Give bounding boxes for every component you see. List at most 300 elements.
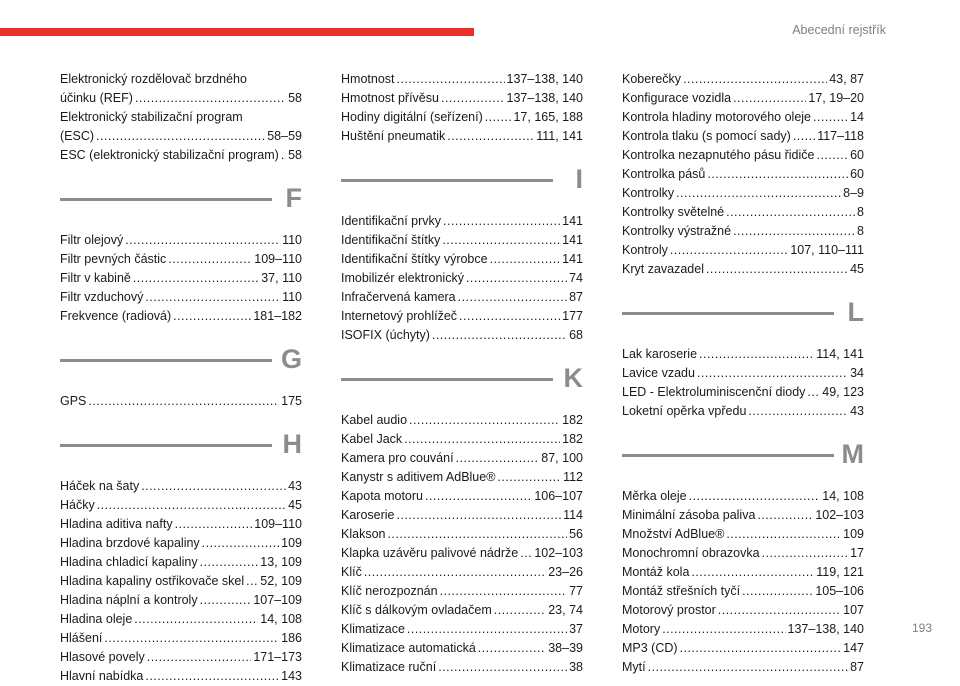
- page-reference: 171–173: [253, 650, 302, 664]
- index-entry: [60, 648, 302, 667]
- page-reference: 45: [850, 262, 864, 276]
- page-reference: 58–59: [267, 129, 302, 143]
- index-term: Kontrola tlaku (s pomocí sady): [622, 129, 791, 143]
- index-entry: [622, 582, 864, 601]
- index-term: Hladina brzdové kapaliny: [60, 536, 200, 550]
- page-reference: 107: [843, 603, 864, 617]
- index-term: Klíč s dálkovým ovladačem: [341, 603, 492, 617]
- dot-leader: [817, 146, 849, 165]
- section-divider: [60, 198, 272, 201]
- page-number: 193: [911, 621, 932, 635]
- dot-leader: [442, 231, 560, 250]
- page-reference: 182: [562, 413, 583, 427]
- section-letter: I: [575, 164, 583, 194]
- dot-leader: [141, 477, 286, 496]
- dot-leader: [748, 402, 848, 421]
- section-divider: [622, 454, 834, 457]
- index-entry: [622, 620, 864, 639]
- page-reference: 110: [282, 290, 302, 304]
- dot-leader: [432, 326, 567, 345]
- dot-leader: [97, 496, 286, 515]
- index-term: Identifikační štítky: [341, 233, 441, 247]
- page-reference: 74: [569, 271, 583, 285]
- page-reference: 112: [563, 470, 583, 484]
- index-entry: [341, 70, 583, 89]
- page-reference: 182: [562, 432, 583, 446]
- dot-leader: [689, 487, 821, 506]
- dot-leader: [670, 241, 788, 260]
- page-reference: 14, 108: [822, 489, 864, 503]
- section-header-h: [60, 425, 302, 473]
- index-entry: [60, 89, 302, 108]
- section-letter: M: [841, 439, 864, 469]
- page-reference: 60: [850, 148, 864, 162]
- index-column-3: [622, 70, 864, 677]
- index-term: MP3 (CD): [622, 641, 678, 655]
- index-entry: [622, 203, 864, 222]
- page-reference: 49, 123: [822, 385, 864, 399]
- index-entry: [341, 525, 583, 544]
- index-entry: [341, 326, 583, 345]
- dot-leader: [520, 544, 532, 563]
- index-term: Lak karoserie: [622, 347, 698, 361]
- page-reference: 105–106: [815, 584, 864, 598]
- index-entry: [622, 639, 864, 658]
- index-entry: [60, 269, 302, 288]
- section-header-f: [60, 179, 302, 227]
- index-entry: [341, 658, 583, 677]
- index-entry: [341, 430, 583, 449]
- page-reference: 45: [288, 498, 302, 512]
- index-term: Kontrolky: [622, 186, 675, 200]
- dot-leader: [733, 89, 806, 108]
- page-reference: 111, 141: [536, 129, 583, 143]
- section-divider: [60, 359, 272, 362]
- index-term: (ESC): [60, 129, 95, 143]
- index-entry: [60, 629, 302, 648]
- section-header-m: [622, 435, 864, 483]
- dot-leader: [793, 127, 815, 146]
- page-reference: 8: [857, 205, 864, 219]
- dot-leader: [104, 629, 279, 648]
- dot-leader: [726, 203, 855, 222]
- dot-leader: [397, 70, 505, 89]
- index-term: Infračervená kamera: [341, 290, 456, 304]
- index-entry: [60, 534, 302, 553]
- dot-leader: [96, 127, 265, 146]
- index-entry: [60, 250, 302, 269]
- index-term: Frekvence (radiová): [60, 309, 172, 323]
- index-entry: [622, 658, 864, 677]
- index-entry: [622, 525, 864, 544]
- dot-leader: [409, 411, 560, 430]
- index-entry: [341, 269, 583, 288]
- index-entry: [341, 601, 583, 620]
- index-entry: [60, 146, 302, 165]
- dot-leader: [676, 184, 841, 203]
- dot-leader: [697, 364, 848, 383]
- page-reference: 13, 109: [260, 555, 302, 569]
- page-reference: 38: [569, 660, 583, 674]
- index-entry: [622, 383, 864, 402]
- dot-leader: [441, 89, 505, 108]
- dot-leader: [135, 89, 286, 108]
- index-entry: [341, 487, 583, 506]
- dot-leader: [425, 487, 532, 506]
- dot-leader: [813, 108, 848, 127]
- page-reference: 141: [562, 233, 583, 247]
- section-letter: G: [280, 344, 302, 374]
- index-term: Minimální zásoba paliva: [622, 508, 756, 522]
- dot-leader: [168, 250, 252, 269]
- index-entry: [341, 127, 583, 146]
- index-term: Mytí: [622, 660, 646, 674]
- index-term: Hlavní nabídka: [60, 669, 144, 683]
- index-column-1: [60, 70, 302, 686]
- page-reference: 87: [569, 290, 583, 304]
- index-term: Hladina aditiva nafty: [60, 517, 173, 531]
- page-reference: 77: [569, 584, 583, 598]
- page-reference: 23, 74: [548, 603, 583, 617]
- index-term: Montáž střešních tyčí: [622, 584, 741, 598]
- index-entry: [60, 572, 302, 591]
- index-entry: [622, 70, 864, 89]
- dot-leader: [147, 648, 252, 667]
- page-reference: 43: [850, 404, 864, 418]
- dot-leader: [456, 449, 540, 468]
- index-term: Hodiny digitální (seřízení): [341, 110, 483, 124]
- index-term: Motory: [622, 622, 661, 636]
- index-entry: [341, 250, 583, 269]
- section-header-l: [622, 293, 864, 341]
- index-entry: [622, 222, 864, 241]
- index-entry: [341, 411, 583, 430]
- dot-leader: [683, 70, 827, 89]
- index-term: Kontrolka nezapnutého pásu řidiče: [622, 148, 815, 162]
- index-entry: [622, 506, 864, 525]
- page-reference: 107–109: [253, 593, 302, 607]
- page-reference: 14, 108: [260, 612, 302, 626]
- index-entry: [622, 165, 864, 184]
- dot-leader: [466, 269, 567, 288]
- index-term: Kanystr s aditivem AdBlue®: [341, 470, 496, 484]
- page-reference: 87: [850, 660, 864, 674]
- page-reference: 43: [288, 479, 302, 493]
- index-entry: [341, 506, 583, 525]
- dot-leader: [494, 601, 546, 620]
- index-entry: [622, 146, 864, 165]
- index-entry: [60, 496, 302, 515]
- dot-leader: [88, 392, 279, 411]
- index-entry: [60, 392, 302, 411]
- dot-leader: [145, 288, 280, 307]
- dot-leader: [699, 345, 814, 364]
- index-term: Montáž kola: [622, 565, 690, 579]
- page-reference: 141: [562, 252, 583, 266]
- section-divider: [622, 312, 834, 315]
- index-entry: [622, 544, 864, 563]
- page-reference: 141: [562, 214, 583, 228]
- index-entry: [341, 89, 583, 108]
- index-entry: [60, 610, 302, 629]
- page-reference: 68: [569, 328, 583, 342]
- page-reference: 17: [850, 546, 864, 560]
- index-entry: [622, 364, 864, 383]
- page-reference: 177: [562, 309, 583, 323]
- dot-leader: [202, 534, 279, 553]
- index-term: Kabel audio: [341, 413, 408, 427]
- index-term: Množství AdBlue®: [622, 527, 725, 541]
- index-entry: [60, 127, 302, 146]
- dot-leader: [706, 260, 848, 279]
- index-term: Hlasové povely: [60, 650, 145, 664]
- section-header-k: [341, 359, 583, 407]
- page-reference: 107, 110–111: [790, 243, 864, 257]
- dot-leader: [680, 639, 842, 658]
- page-reference: 8–9: [843, 186, 864, 200]
- page-reference: 137–138, 140: [506, 72, 583, 86]
- page-reference: 137–138, 140: [506, 91, 583, 105]
- page-reference: 109–110: [254, 517, 302, 531]
- dot-leader: [478, 639, 546, 658]
- page-reference: 109: [843, 527, 864, 541]
- index-entry: [341, 468, 583, 487]
- dot-leader: [407, 620, 567, 639]
- index-term: Hladina náplní a kontroly: [60, 593, 198, 607]
- index-entry-line: Elektronický stabilizační program: [60, 110, 243, 124]
- index-entry: [622, 184, 864, 203]
- dot-leader: [175, 515, 253, 534]
- page-reference: 60: [850, 167, 864, 181]
- index-term: Filtr v kabině: [60, 271, 131, 285]
- page-reference: 23–26: [548, 565, 583, 579]
- index-term: Háček na šaty: [60, 479, 140, 493]
- page-reference: 181–182: [253, 309, 302, 323]
- dot-leader: [691, 563, 814, 582]
- index-entry: [341, 563, 583, 582]
- section-letter: K: [563, 363, 583, 393]
- dot-leader: [762, 544, 849, 563]
- index-entry: [341, 307, 583, 326]
- page-reference: 114, 141: [816, 347, 864, 361]
- index-term: Klimatizace: [341, 622, 405, 636]
- index-term: Imobilizér elektronický: [341, 271, 464, 285]
- dot-leader: [443, 212, 560, 231]
- section-letter: H: [282, 429, 302, 459]
- index-entry: [341, 288, 583, 307]
- dot-leader: [757, 506, 813, 525]
- index-term: Hmotnost: [341, 72, 395, 86]
- dot-leader: [173, 307, 251, 326]
- index-term: Hlášení: [60, 631, 103, 645]
- index-term: Hladina kapaliny ostřikovače skel: [60, 574, 245, 588]
- index-term: Karoserie: [341, 508, 395, 522]
- index-entry: [60, 231, 302, 250]
- index-entry: [622, 127, 864, 146]
- index-term: Hladina oleje: [60, 612, 133, 626]
- index-term: LED - Elektroluminiscenční diody: [622, 385, 806, 399]
- index-term: Kryt zavazadel: [622, 262, 704, 276]
- index-term: Hmotnost přívěsu: [341, 91, 439, 105]
- page-reference: 52, 109: [260, 574, 302, 588]
- index-entry: [341, 108, 583, 127]
- header-accent-bar: [0, 28, 474, 36]
- index-entry: [60, 477, 302, 496]
- index-term: Motorový prostor: [622, 603, 716, 617]
- index-term: Kontrola hladiny motorového oleje: [622, 110, 812, 124]
- index-entry: [341, 639, 583, 658]
- dot-leader: [200, 591, 252, 610]
- index-entry: [622, 487, 864, 506]
- dot-leader: [438, 658, 567, 677]
- index-term: Klapka uzávěru palivové nádrže: [341, 546, 519, 560]
- index-term: Konfigurace vozidla: [622, 91, 732, 105]
- page-reference: 109: [281, 536, 302, 550]
- dot-leader: [733, 222, 855, 241]
- page-reference: 37: [569, 622, 583, 636]
- dot-leader: [133, 269, 259, 288]
- index-term: Loketní opěrka vpředu: [622, 404, 747, 418]
- index-entry: [622, 260, 864, 279]
- section-letter: L: [847, 297, 864, 327]
- dot-leader: [458, 288, 567, 307]
- index-entry: [622, 108, 864, 127]
- dot-leader: [718, 601, 841, 620]
- index-entry: [622, 563, 864, 582]
- dot-leader: [662, 620, 785, 639]
- page-reference: 34: [850, 366, 864, 380]
- section-letter: F: [285, 183, 302, 213]
- index-column-2: [341, 70, 583, 677]
- dot-leader: [707, 165, 848, 184]
- page-reference: 110: [282, 233, 302, 247]
- page-reference: 102–103: [534, 546, 583, 560]
- index-entry: [622, 402, 864, 421]
- page-reference: 58: [288, 91, 302, 105]
- index-entry: [341, 544, 583, 563]
- index-term: Filtr pevných částic: [60, 252, 167, 266]
- index-term: GPS: [60, 394, 87, 408]
- section-header-g: [60, 340, 302, 388]
- index-entry: [622, 89, 864, 108]
- index-term: Monochromní obrazovka: [622, 546, 760, 560]
- page-header-title: Abecední rejstřík: [792, 23, 886, 37]
- dot-leader: [742, 582, 813, 601]
- dot-leader: [440, 582, 568, 601]
- index-entry: [60, 288, 302, 307]
- index-term: účinku (REF): [60, 91, 133, 105]
- page-reference: 58: [288, 148, 302, 162]
- page-reference: 106–107: [534, 489, 583, 503]
- index-term: Kontrolka pásů: [622, 167, 706, 181]
- dot-leader: [404, 430, 560, 449]
- page-reference: 117–118: [817, 129, 864, 143]
- dot-leader: [387, 525, 567, 544]
- dot-leader: [648, 658, 848, 677]
- index-term: Kabel Jack: [341, 432, 403, 446]
- page-reference: 175: [281, 394, 302, 408]
- index-term: Filtr olejový: [60, 233, 124, 247]
- index-term: Klakson: [341, 527, 386, 541]
- index-entry: [341, 620, 583, 639]
- page-reference: 56: [569, 527, 583, 541]
- index-entry: [60, 307, 302, 326]
- dot-leader: [134, 610, 258, 629]
- page-reference: 114: [563, 508, 583, 522]
- index-term: Hladina chladicí kapaliny: [60, 555, 198, 569]
- section-divider: [60, 444, 272, 447]
- index-term: Kontrolky světelné: [622, 205, 725, 219]
- index-term: Identifikační štítky výrobce: [341, 252, 488, 266]
- page-reference: 102–103: [815, 508, 864, 522]
- page-reference: 14: [850, 110, 864, 124]
- dot-leader: [125, 231, 280, 250]
- index-term: Huštění pneumatik: [341, 129, 446, 143]
- index-entry: [341, 231, 583, 250]
- index-entry: [341, 582, 583, 601]
- index-term: Identifikační prvky: [341, 214, 442, 228]
- page-reference: 186: [281, 631, 302, 645]
- index-entry: [60, 553, 302, 572]
- dot-leader: [200, 553, 259, 572]
- index-term: Koberečky: [622, 72, 682, 86]
- index-entry: [60, 515, 302, 534]
- page-reference: 37, 110: [261, 271, 302, 285]
- dot-leader: [145, 667, 279, 686]
- index-term: Kontroly: [622, 243, 668, 257]
- index-term: Kamera pro couvání: [341, 451, 454, 465]
- page-reference: 87, 100: [541, 451, 583, 465]
- index-term: Klíč: [341, 565, 362, 579]
- index-entry: [60, 591, 302, 610]
- index-term: Filtr vzduchový: [60, 290, 144, 304]
- page-reference: 8: [857, 224, 864, 238]
- index-term: Lavice vzadu: [622, 366, 695, 380]
- section-divider: [341, 378, 553, 381]
- dot-leader: [246, 572, 258, 591]
- index-term: ISOFIX (úchyty): [341, 328, 430, 342]
- index-term: Měrka oleje: [622, 489, 687, 503]
- dot-leader: [459, 307, 560, 326]
- page-reference: 137–138, 140: [787, 622, 864, 636]
- index-entry: [341, 212, 583, 231]
- index-entry: [60, 667, 302, 686]
- index-term: ESC (elektronický stabilizační program): [60, 148, 279, 162]
- page-reference: 38–39: [548, 641, 583, 655]
- index-term: Klimatizace ruční: [341, 660, 437, 674]
- page-reference: 43, 87: [829, 72, 864, 86]
- index-entry: [622, 345, 864, 364]
- section-header-i: [341, 160, 583, 208]
- dot-leader: [364, 563, 546, 582]
- index-term: Kapota motoru: [341, 489, 423, 503]
- dot-leader: [447, 127, 534, 146]
- index-entry-line: Elektronický rozdělovač brzdného: [60, 72, 247, 86]
- index-term: Kontrolky výstražné: [622, 224, 732, 238]
- page-reference: 17, 19–20: [808, 91, 864, 105]
- dot-leader: [490, 250, 561, 269]
- page-reference: 147: [843, 641, 864, 655]
- dot-leader: [485, 108, 512, 127]
- index-term: Klíč nerozpoznán: [341, 584, 438, 598]
- section-divider: [341, 179, 553, 182]
- index-term: Klimatizace automatická: [341, 641, 476, 655]
- page-reference: 143: [281, 669, 302, 683]
- dot-leader: [807, 383, 820, 402]
- index-entry: [622, 601, 864, 620]
- index-term: Háčky: [60, 498, 95, 512]
- dot-leader: [281, 146, 286, 165]
